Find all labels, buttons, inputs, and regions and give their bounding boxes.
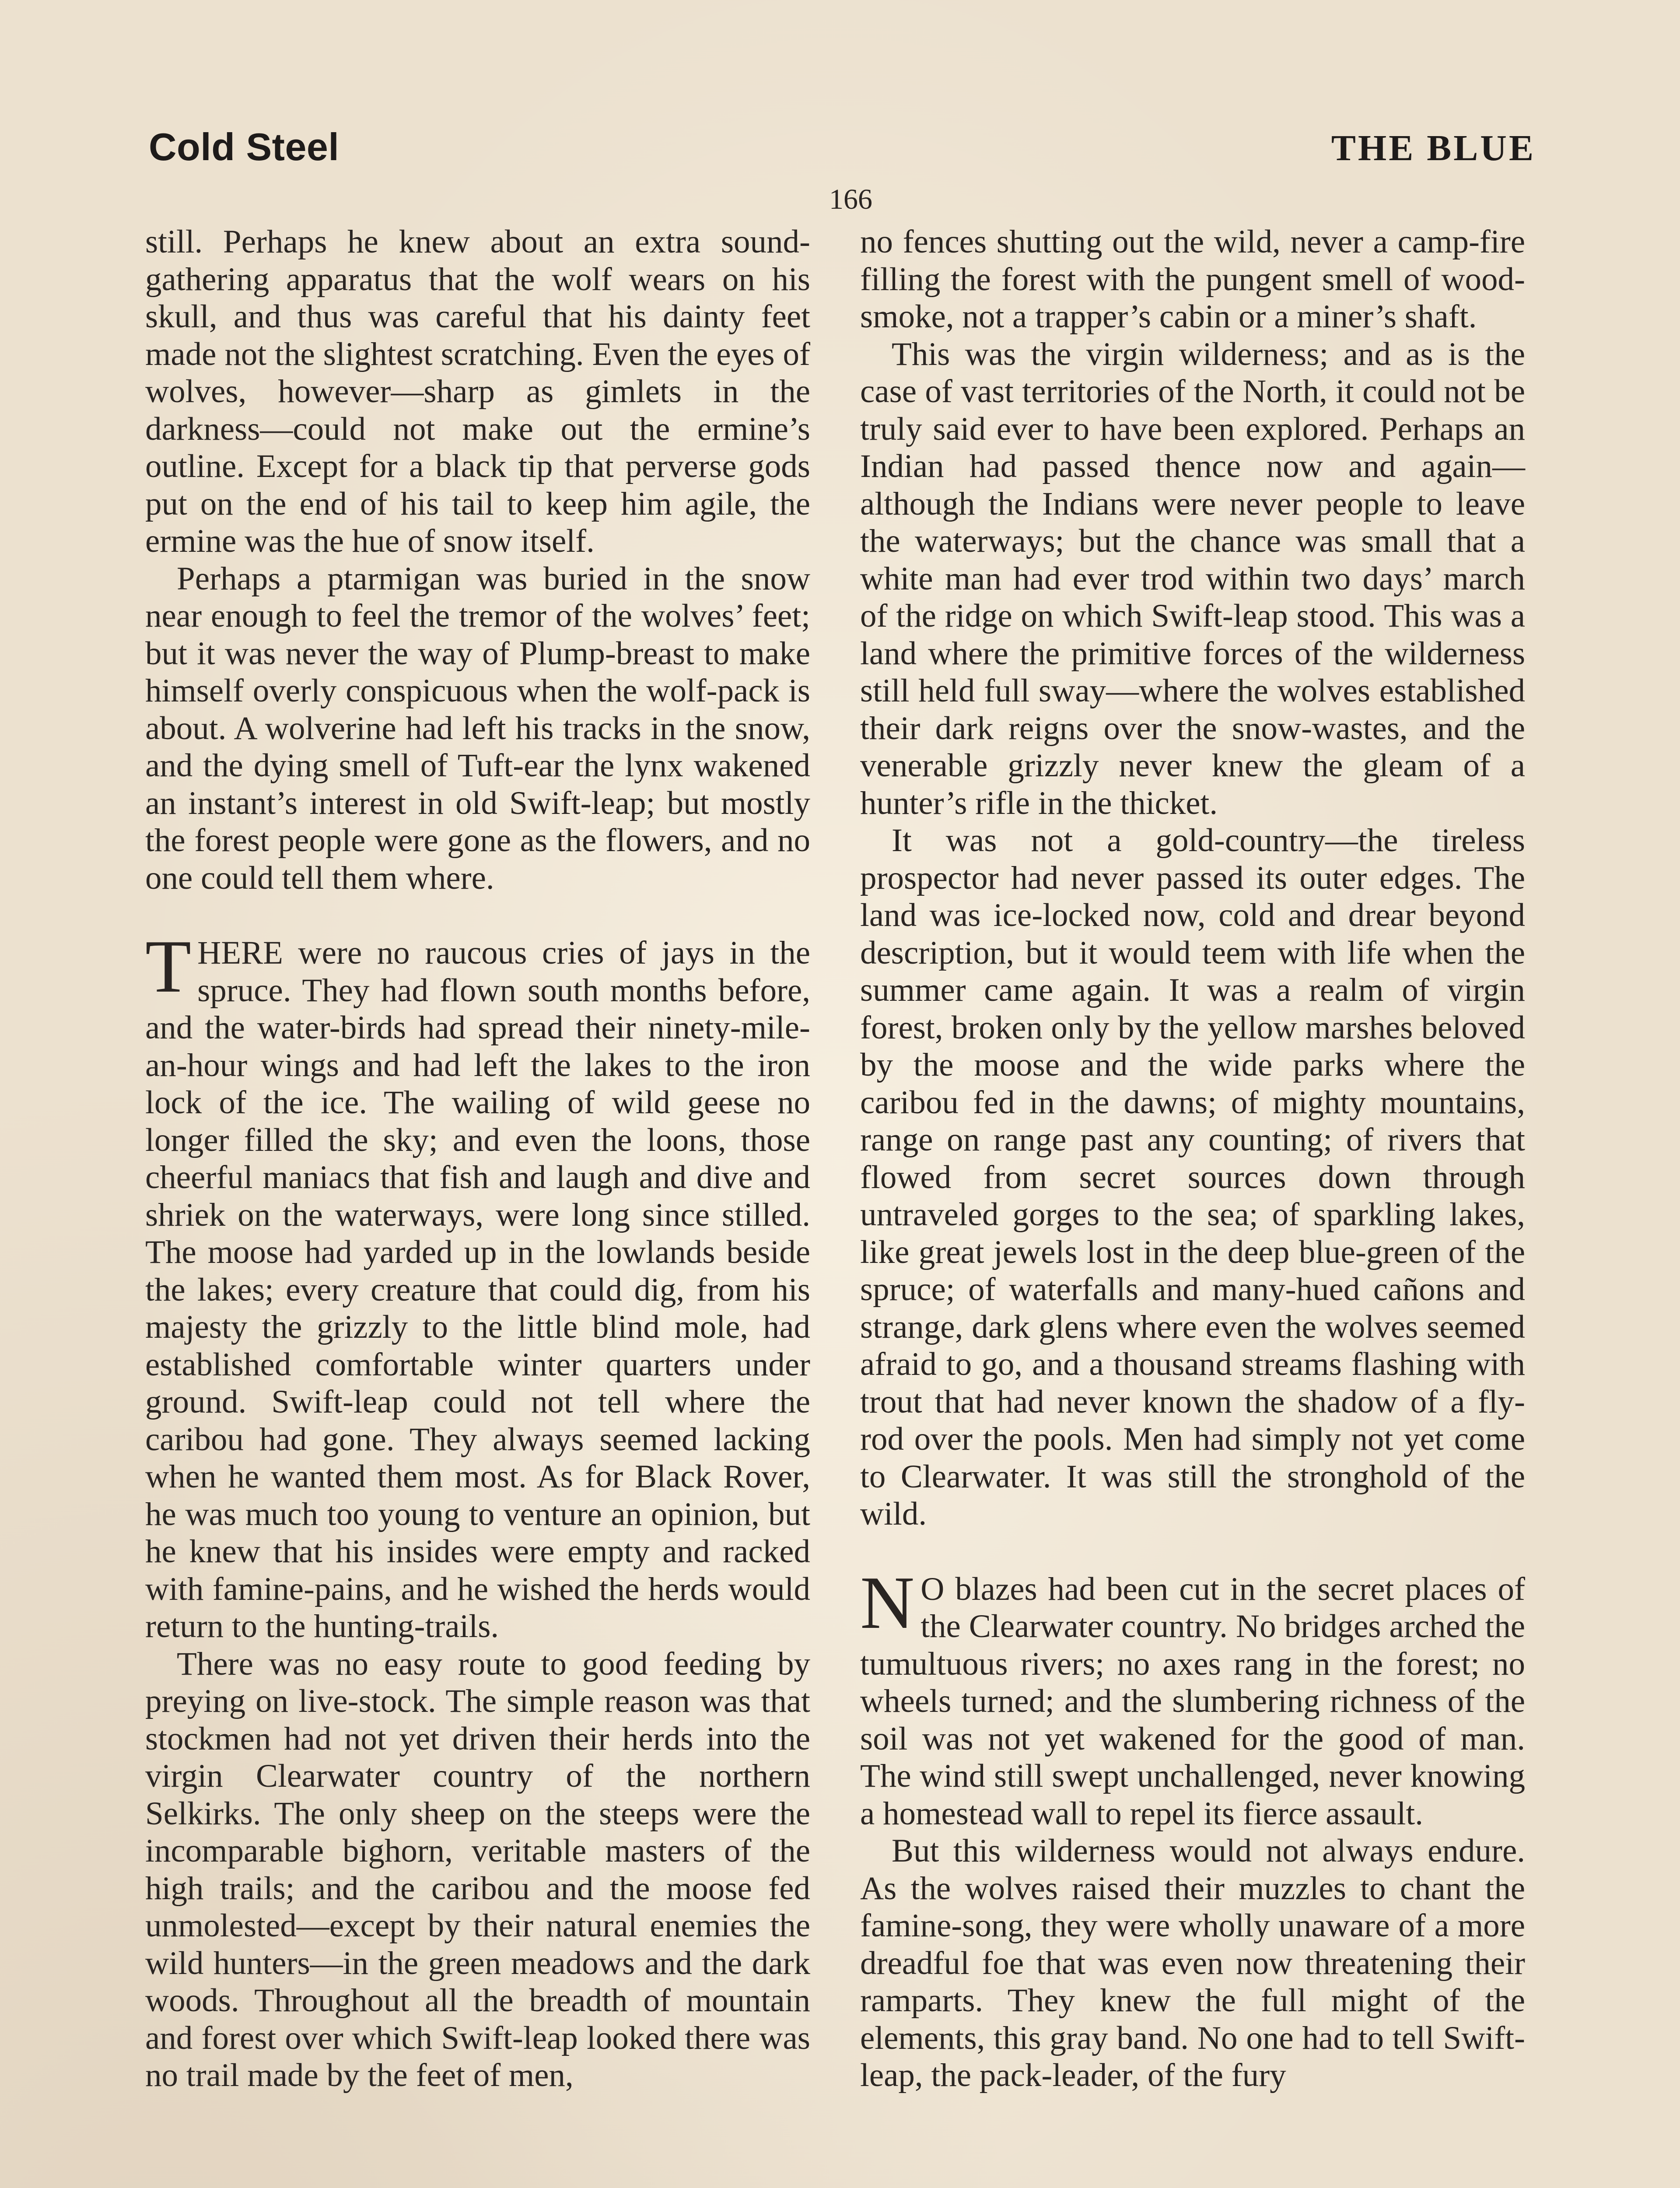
right-text-column <box>860 223 1525 2094</box>
paragraph: But this wilderness would not always endure. As the wolves raised their muzzles to chant the famine-song, they were wholly unaware of a more dreadful foe that was even now threatening their ramparts. They knew the full might of the elements, this gray band. No one had to tell Swift-leap, the pack-leader, of the fury <box>860 1833 1525 2093</box>
paragraph: There was no easy route to good feeding by preying on live-stock. The simple reason was that stockmen had not yet driven their herds into the virgin Clearwater country of the northern Selkirks. The only sheep on the steeps were the incomparable bighorn, veritable masters of the high trails; and the caribou and the moose fed unmolested—except by their natural enemies the wild hunters—in the green meadows and the dark woods. Throughout all the breadth of mountain and forest over which Swift-leap looked there was no trail made by the feet of men, <box>145 1645 810 2093</box>
running-head-story-title: Cold Steel <box>149 125 340 168</box>
paragraph-text: O blazes had been cut in the secret places of the Clearwater country. No bridges arched the tumultuous rivers; no axes rang in the forest; no wheels turned; and the slumbering richness of the soil was not yet wakened for the good of man. The wind still swept unchallenged, never knowing a homestead wall to repel its fierce assault. <box>860 1571 1525 1832</box>
paragraph: It was not a gold-country—the tireless prospector had never passed its outer edges. The land was ice-locked now, cold and drear beyond description, but it would teem with life when the summer came again. It was a realm of virgin forest, broken only by the yellow marshes beloved by the moose and the wide parks where the caribou fed in the dawns; of mighty mountains, range on range past any counting; of rivers that flowed from secret sources down through untraveled gorges to the sea; of sparkling lakes, like great jewels lost in the deep blue-green of the spruce; of waterfalls and many-hued cañons and strange, dark glens where even the wolves seemed afraid to go, and a thousand streams flashing with trout that had never known the shadow of a fly-rod over the pools. Men had simply not yet come to Clearwater. It was still the stronghold of the wild. <box>860 822 1525 1532</box>
paragraph: still. Perhaps he knew about an extra sound-gathering apparatus that the wolf wears on his skull, and thus was careful that his dainty feet made not the slightest scratching. Even the eyes of wolves, however—sharp as gimlets in the darkness—could not make out the ermine’s outline. Except for a black tip that perverse gods put on the end of his tail to keep him agile, the ermine was the hue of snow itself. <box>145 224 810 559</box>
page-number: 166 <box>829 183 872 215</box>
paragraph: no fences shutting out the wild, never a camp-fire filling the forest with the pungent smell of wood-smoke, not a trapper’s cabin or a miner’s shaft. <box>860 224 1525 335</box>
drop-cap: N <box>860 1561 915 1645</box>
section-start-paragraph <box>145 925 810 1645</box>
paragraph: This was the virgin wilderness; and as is the case of vast territories of the North, it could not be truly said ever to have been explored. Perhaps an Indian had passed thence now and again—although the Indians were never people to leave the waterways; but the chance was small that a white man had ever trod within two days’ march of the ridge on which Swift-leap stood. This was a land where the primitive forces of the wilderness still held full sway—where the wolves established their dark reigns over the snow-wastes, and the venerable grizzly never knew the gleam of a hunter’s rifle in the thicket. <box>860 336 1525 821</box>
left-text-column <box>145 223 810 2094</box>
paragraph-text: HERE were no raucous cries of jays in the spruce. They had flown south months before, and the water-birds had spread their ninety-mile-an-hour wings and had left the lakes to the iron lock of the ice. The wailing of wild geese no longer filled the sky; and even the loons, those cheerful maniacs that fish and laugh and dive and shriek on the waterways, were long since stilled. The moose had yarded up in the lowlands beside the lakes; every creature that could dig, from his majesty the grizzly to the little blind mole, had established comfortable winter quarters under ground. Swift-leap could not tell where the caribou had gone. They always seemed lacking when he wanted them most. As for Black Rover, he was much too young to venture an opinion, but he knew that his insides were empty and racked with famine-pains, and he wished the herds would return to the hunting-trails. <box>145 935 810 1645</box>
running-head-magazine-title: THE BLUE <box>1331 128 1536 168</box>
section-start-paragraph <box>860 1561 1525 1833</box>
drop-cap: T <box>145 925 192 1008</box>
paragraph: Perhaps a ptarmigan was buried in the snow near enough to feel the tremor of the wolves’ feet; but it was never the way of Plump-breast to make himself overly conspicuous when the wolf-pack is about. A wolverine had left his tracks in the snow, and the dying smell of Tuft-ear the lynx wakened an instant’s interest in old Swift-leap; but mostly the forest people were gone as the flowers, and no one could tell them where. <box>145 560 810 896</box>
